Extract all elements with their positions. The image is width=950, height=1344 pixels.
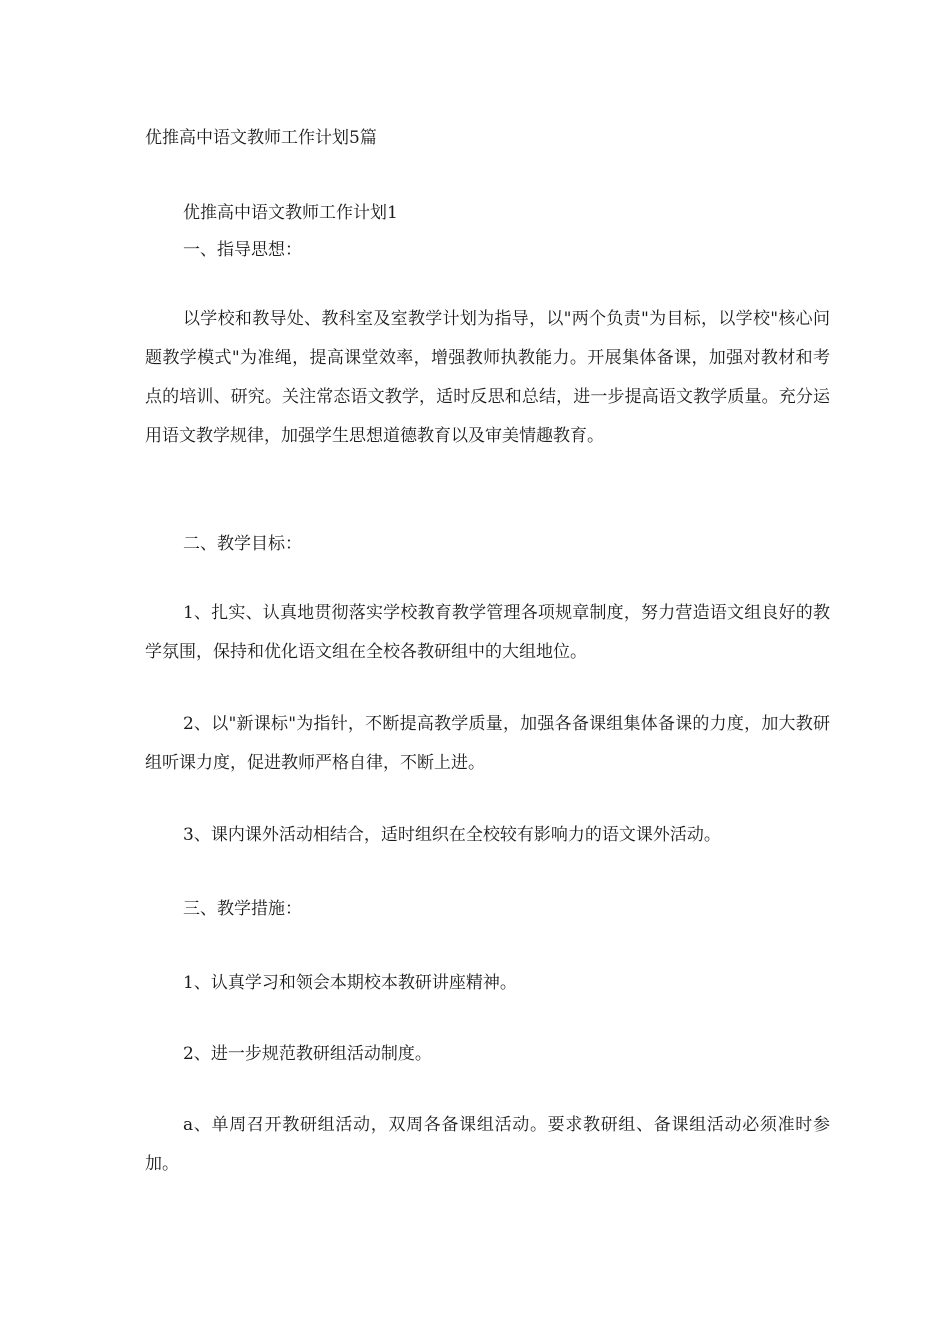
document-title: 优推高中语文教师工作计划5篇 [145,128,377,148]
measure-item-a: a、单周召开教研组活动，双周各备课组活动。要求教研组、备课组活动必须准时参加。 [145,1115,830,1174]
heading-teaching-goals: 二、教学目标： [183,534,302,554]
heading-guiding-ideology: 一、指导思想： [183,240,302,260]
goal-item-1: 1、扎实、认真地贯彻落实学校教育教学管理各项规章制度，努力营造语文组良好的教学氛围，保持和优化语文组在全校各教研组中的大组地位。 [145,603,830,662]
goal-item-2: 2、以"新课标"为指针，不断提高教学质量，加强各备课组集体备课的力度，加大教研组听课力度，促进教师严格自律，不断上进。 [145,714,830,773]
heading-teaching-measures: 三、教学措施： [183,899,302,919]
section-title: 优推高中语文教师工作计划1 [183,203,398,223]
goal-item-3: 3、课内课外活动相结合，适时组织在全校较有影响力的语文课外活动。 [183,825,721,845]
measure-item-1: 1、认真学习和领会本期校本教研讲座精神。 [183,973,517,993]
paragraph-guiding-ideology: 以学校和教导处、教科室及室教学计划为指导，以"两个负责"为目标，以学校"核心问题教学模式"为准绳，提高课堂效率，增强教师执教能力。开展集体备课，加强对教材和考点的培训、研究。关注常态语文教学，适时反思和总结，进一步提高语文教学质量。充分运用语文教学规律，加强学生思想道德教育以及审美情趣教育。 [145,309,830,446]
measure-item-2: 2、进一步规范教研组活动制度。 [183,1044,432,1064]
